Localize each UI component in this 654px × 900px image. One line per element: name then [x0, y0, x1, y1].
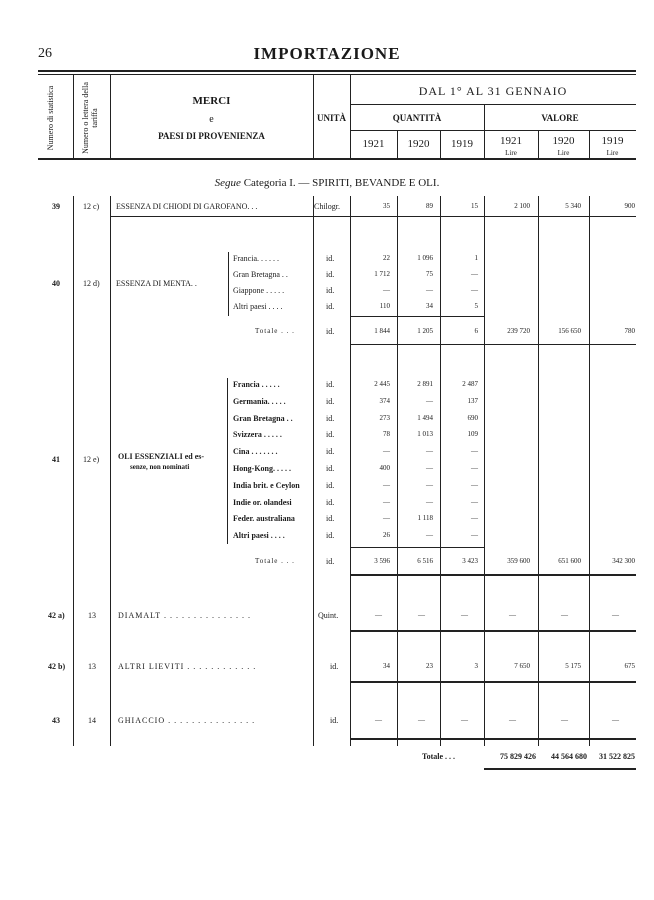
- row41-q1920-3: 1 013: [417, 430, 433, 439]
- row41-name-1: Germania. . . . .: [233, 396, 286, 406]
- row-separator: [110, 216, 636, 217]
- row41-q1920-7: —: [426, 497, 433, 506]
- row-separator: [350, 344, 636, 345]
- row40-q1920-2: —: [426, 286, 433, 294]
- col-divider: [73, 74, 74, 160]
- row40-country-2: Giappone . . . . .: [233, 286, 285, 295]
- row41-totale-q1919: 3 423: [462, 557, 478, 565]
- row41-q1920-5: —: [426, 464, 433, 472]
- row41-name-line2: senze, non nominati: [130, 463, 190, 471]
- year-q-1920: 1920: [407, 138, 430, 150]
- row41-q1919-8: —: [471, 514, 478, 523]
- unita-header: UNITÀ: [316, 113, 346, 123]
- period-rule: [350, 104, 636, 105]
- row42b-name: ALTRI LIEVITI . . . . . . . . . . . .: [118, 662, 257, 671]
- row40-unit-1: id.: [326, 270, 335, 279]
- row-separator: [350, 574, 636, 576]
- row39-unit: Chilogr.: [314, 202, 341, 211]
- row40-country-3: Altri paesi . . . .: [233, 302, 283, 311]
- paesi-header: PAESI DI PROVENIENZA: [158, 131, 265, 141]
- row42b-q1920: 23: [426, 662, 433, 670]
- row40-totale-q1919: 6: [474, 327, 478, 335]
- row41-name-7: Indie or. olandesi: [233, 497, 292, 507]
- row-separator: [350, 630, 636, 632]
- page-number: 26: [38, 46, 52, 61]
- row43-tariff: 14: [88, 716, 96, 725]
- row41-q1919-6: —: [471, 480, 478, 489]
- row41-q1921-8: —: [383, 514, 390, 523]
- row41-name-5: Hong-Kong. . . . .: [233, 464, 292, 473]
- row-separator: [350, 738, 636, 740]
- row41-q1921-1: 374: [379, 396, 390, 405]
- table-top-rule-thin: [38, 74, 636, 75]
- row42a-v1919: —: [612, 611, 619, 619]
- row42a-v1920: —: [561, 611, 568, 619]
- row43-unit: id.: [330, 716, 339, 725]
- row40-unit-0: id.: [326, 254, 335, 263]
- row40-totale-q1921: 1 844: [374, 327, 390, 335]
- row41-unit-6: id.: [326, 480, 335, 490]
- segue-label: Segue: [214, 177, 241, 189]
- grand-total-v1919: 31 522 825: [599, 752, 635, 761]
- grand-total-v1920: 44 564 680: [551, 752, 587, 761]
- row40-tariff: 12 d): [83, 279, 100, 288]
- row40-q1921-0: 22: [383, 254, 390, 262]
- row40-q1920-0: 1 096: [417, 254, 433, 262]
- row41-q1919-7: —: [471, 497, 478, 506]
- section-heading: [0, 177, 654, 189]
- row40-q1919-3: 5: [474, 302, 478, 310]
- row41-name-2: Gran Bretagna . .: [233, 413, 293, 423]
- row42b-v1920: 5 175: [565, 662, 581, 670]
- row41-unit-7: id.: [326, 497, 335, 507]
- year-q-1919: 1919: [451, 138, 473, 150]
- row41-q1921-7: —: [383, 497, 390, 506]
- header-bottom-rule: [38, 158, 636, 160]
- page-title: IMPORTAZIONE: [253, 44, 401, 63]
- row41-unit-9: id.: [326, 531, 335, 541]
- merci-header: MERCI: [192, 95, 231, 107]
- row41-q1920-1: —: [426, 396, 433, 405]
- period-header: DAL 1° AL 31 GENNAIO: [418, 84, 568, 98]
- row42a-q1921: —: [375, 611, 382, 619]
- row41-q1919-3: 109: [467, 430, 478, 439]
- row42a-num: 42 a): [48, 611, 65, 620]
- row39-q1919: 15: [471, 202, 478, 210]
- row39-tariff: 12 c): [83, 202, 100, 211]
- row40-totale-v1921: 239 720: [507, 327, 530, 335]
- row41-totale-q1920: 6 516: [417, 557, 433, 565]
- row40-unit-3: id.: [326, 302, 335, 311]
- subtotal-rule: [350, 547, 484, 548]
- row43-v1920: —: [561, 716, 568, 724]
- row41-q1920-8: 1 118: [417, 514, 433, 523]
- row40-totale-q1920: 1 205: [417, 327, 433, 335]
- row41-q1921-0: 2 445: [374, 380, 390, 388]
- row41-q1921-3: 78: [383, 430, 390, 439]
- row41-tariff: 12 e): [83, 455, 100, 464]
- row39-q1921: 35: [383, 202, 390, 210]
- row41-q1921-6: —: [383, 480, 390, 489]
- row41-unit-1: id.: [326, 396, 335, 406]
- row41-q1919-5: —: [471, 464, 478, 472]
- grand-total-label: Totale . . .: [422, 752, 456, 761]
- row42a-q1919: —: [461, 611, 468, 619]
- row41-unit-2: id.: [326, 413, 335, 423]
- row39-v1920: 5 340: [565, 202, 581, 210]
- row41-name-line1: OLI ESSENZIALI ed es-: [118, 452, 205, 461]
- row40-q1919-1: —: [471, 270, 478, 278]
- row42a-v1921: —: [509, 611, 516, 619]
- row43-q1921: —: [375, 716, 382, 724]
- row41-q1920-9: —: [426, 531, 433, 540]
- row43-q1920: —: [418, 716, 425, 724]
- row41-q1919-1: 137: [467, 396, 478, 405]
- row41-q1920-0: 2 891: [417, 380, 433, 388]
- row41-unit-5: id.: [326, 464, 335, 473]
- row39-name: ESSENZA DI CHIODI DI GAROFANO. . .: [116, 202, 258, 211]
- row41-unit-4: id.: [326, 447, 335, 457]
- row41-q1920-6: —: [426, 480, 433, 489]
- row41-name-6: India brit. e Ceylon: [233, 480, 300, 490]
- row42b-q1921: 34: [383, 662, 390, 670]
- row42a-tariff: 13: [88, 611, 96, 620]
- row40-q1921-2: —: [383, 286, 390, 294]
- subhead-rule: [350, 130, 636, 131]
- row42b-unit: id.: [330, 662, 339, 671]
- row41-num: 41: [52, 455, 60, 464]
- subtotal-rule: [350, 316, 484, 317]
- row40-num: 40: [52, 279, 60, 288]
- row43-v1919: —: [612, 716, 619, 724]
- row40-q1920-3: 34: [426, 302, 433, 310]
- lire-label: Lire: [606, 149, 619, 157]
- year-v-1919: 1919: [601, 135, 624, 147]
- col-stat-header: Numero di statistica: [46, 85, 55, 151]
- row41-totale-label: Totale . . .: [255, 557, 295, 565]
- row43-name: GHIACCIO . . . . . . . . . . . . . . .: [118, 716, 256, 725]
- row41-q1921-2: 273: [379, 413, 390, 422]
- row41-name-4: Cina . . . . . . .: [233, 447, 278, 457]
- row42a-unit: Quint.: [318, 611, 339, 620]
- row41-q1920-4: —: [426, 447, 433, 456]
- row41-q1921-4: —: [383, 447, 390, 456]
- row39-num: 39: [52, 202, 60, 211]
- row40-totale-label: Totale . . .: [255, 327, 295, 335]
- row41-totale-q1921: 3 596: [374, 557, 390, 565]
- lire-label: Lire: [557, 149, 570, 157]
- row41-name-0: Francia . . . . .: [233, 380, 280, 389]
- row39-v1919: 900: [624, 202, 635, 210]
- row42b-num: 42 b): [48, 662, 66, 671]
- body-col-divider: [110, 196, 111, 746]
- row40-q1921-3: 110: [379, 302, 390, 310]
- categoria-label: Categoria I. — SPIRITI, BEVANDE E OLI.: [243, 177, 440, 189]
- year-v-1920: 1920: [552, 135, 575, 147]
- row43-v1921: —: [509, 716, 516, 724]
- lire-label: Lire: [505, 149, 517, 157]
- row42a-name: DIAMALT . . . . . . . . . . . . . . .: [118, 611, 252, 620]
- row39-v1921: 2 100: [514, 202, 530, 210]
- row42b-tariff: 13: [88, 662, 96, 671]
- year-q-1921: 1921: [362, 138, 385, 150]
- row41-totale-v1921: 359 600: [507, 557, 530, 565]
- row41-totale-v1920: 651 600: [558, 557, 581, 565]
- row42a-q1920: —: [418, 611, 425, 619]
- row42b-v1921: 7 650: [514, 662, 530, 670]
- row40-unit-2: id.: [326, 286, 335, 295]
- row41-unit-0: id.: [326, 380, 335, 389]
- body-col-divider: [313, 196, 314, 746]
- row40-q1920-1: 75: [426, 270, 433, 278]
- row-separator: [350, 681, 636, 683]
- row41-q1919-4: —: [471, 447, 478, 456]
- row41-name-3: Svizzera . . . . .: [233, 430, 282, 440]
- body-col-divider: [73, 196, 74, 746]
- row40-totale-unit: id.: [326, 327, 335, 336]
- row41-q1921-5: 400: [379, 464, 390, 472]
- row41-q1919-9: —: [471, 531, 478, 540]
- row41-q1919-2: 690: [467, 413, 478, 422]
- year-v-1921: 1921: [500, 135, 522, 147]
- row41-q1921-9: 26: [383, 531, 390, 540]
- row42b-v1919: 675: [624, 662, 635, 670]
- valore-header: VALORE: [541, 113, 579, 123]
- row41-totale-v1919: 342 300: [612, 557, 635, 565]
- row40-q1919-0: 1: [474, 254, 478, 262]
- row42b-q1919: 3: [474, 662, 478, 670]
- col-tariff-header: Numero o lettera della tariffa: [81, 82, 99, 154]
- row40-q1921-1: 1 712: [374, 270, 390, 278]
- row41-q1919-0: 2 487: [462, 380, 478, 388]
- row41-unit-8: id.: [326, 514, 335, 524]
- grand-total-v1921: 75 829 426: [500, 752, 536, 761]
- row41-unit-3: id.: [326, 430, 335, 440]
- row43-q1919: —: [461, 716, 468, 724]
- row41-name-9: Altri paesi . . . .: [233, 531, 285, 541]
- row39-q1920: 89: [426, 202, 433, 210]
- e-header: e: [209, 114, 214, 125]
- row40-q1919-2: —: [471, 286, 478, 294]
- quantita-header: QUANTITÀ: [392, 113, 442, 123]
- row41-totale-unit: id.: [326, 557, 335, 566]
- row40-name: ESSENZA DI MENTA. .: [116, 279, 197, 288]
- row40-country-1: Gran Bretagna . .: [233, 270, 288, 279]
- row41-name-8: Feder. australiana: [233, 514, 295, 524]
- row40-totale-v1920: 156 650: [558, 327, 581, 335]
- row41-q1920-2: 1 494: [417, 413, 433, 422]
- row43-num: 43: [52, 716, 60, 725]
- row40-country-0: Francia. . . . . .: [233, 254, 279, 263]
- row40-totale-v1919: 780: [624, 327, 635, 335]
- table-top-rule: [38, 70, 636, 72]
- grand-total-rule: [484, 768, 636, 770]
